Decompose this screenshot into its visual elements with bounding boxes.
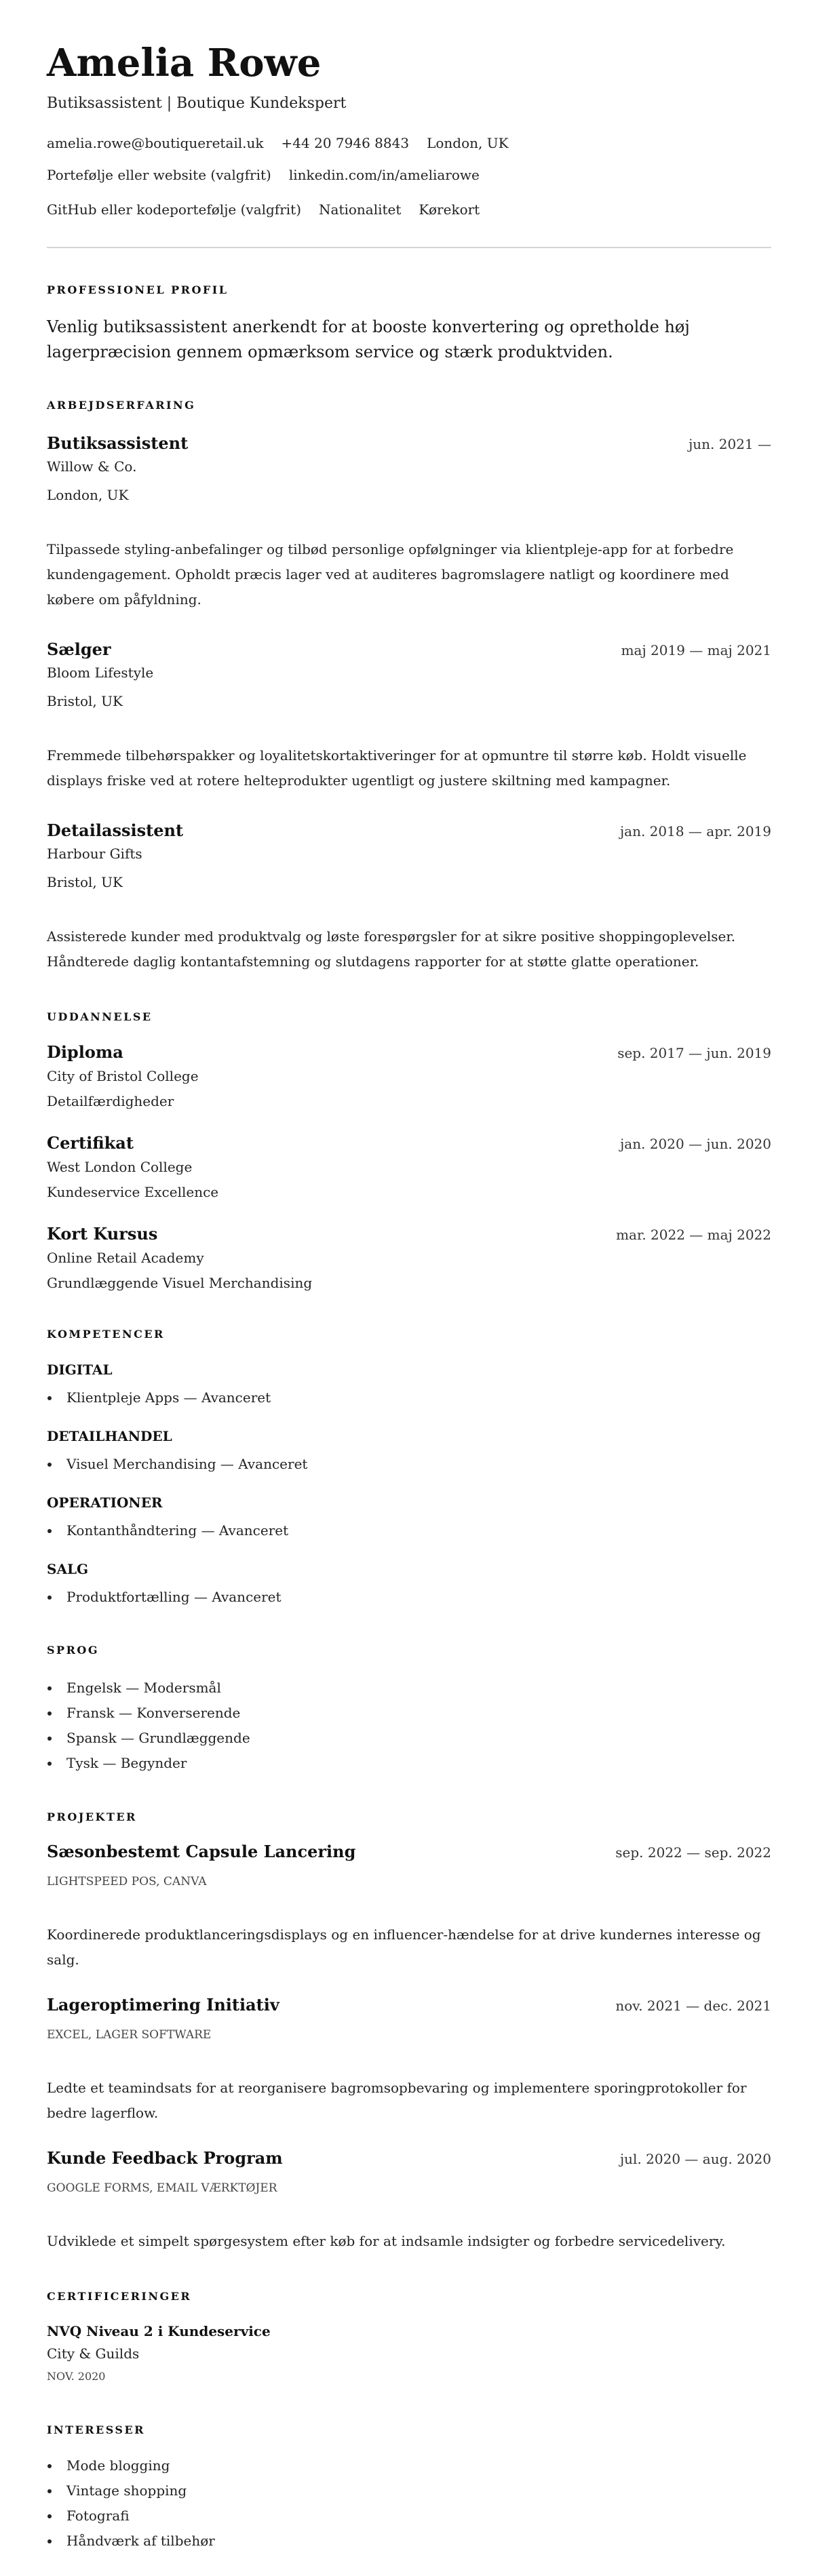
institution: City of Bristol College xyxy=(47,1068,199,1084)
company-name: Bloom Lifestyle xyxy=(47,665,154,681)
date-range: maj 2019 — maj 2021 xyxy=(621,642,771,658)
institution: Online Retail Academy xyxy=(47,1250,204,1266)
job-location: London, UK xyxy=(47,487,129,503)
profile-summary: Venlig butiksassistent anerkendt for at booste konvertering og opretholde høj lagerpræcision gennem opmærksom service og stærk produktviden. xyxy=(47,317,690,361)
date-range: jun. 2021 — xyxy=(689,436,771,452)
interest-item: Fotografi xyxy=(47,2503,771,2529)
date-range: sep. 2017 — jun. 2019 xyxy=(617,1045,771,1061)
contact-row xyxy=(47,199,771,220)
degree-title: Certifikat xyxy=(47,1133,134,1153)
field-of-study: Grundlæggende Visuel Merchandising xyxy=(47,1275,313,1291)
project-entry xyxy=(47,1994,771,2126)
date-range: mar. 2022 — maj 2022 xyxy=(616,1227,771,1243)
header-divider xyxy=(47,247,771,248)
job-title: Sælger xyxy=(47,639,111,659)
skill-item: Kontanthåndtering — Avanceret xyxy=(47,1518,771,1543)
github-link[interactable]: GitHub eller kodeportefølje (valgfrit) xyxy=(47,201,302,218)
contact-row xyxy=(47,133,771,153)
company-name: Harbour Gifts xyxy=(47,846,142,862)
date-range: nov. 2021 — dec. 2021 xyxy=(615,1998,771,2014)
title-row xyxy=(47,1132,771,1155)
language-item: Engelsk — Modersmål xyxy=(47,1676,771,1701)
email-link[interactable]: amelia.rowe@boutiqueretail.uk xyxy=(47,135,264,151)
project-tech: GOOGLE FORMS, EMAIL VÆRKTØJER xyxy=(47,2181,277,2195)
job-entry xyxy=(47,432,771,612)
project-entry xyxy=(47,2147,771,2254)
degree-title: Kort Kursus xyxy=(47,1224,158,1244)
skill-item: Visuel Merchandising — Avanceret xyxy=(47,1452,771,1477)
date-range: sep. 2022 — sep. 2022 xyxy=(615,1844,771,1861)
job-description: Tilpassede styling-anbefalinger og tilbød personlige opfølgninger via klientpleje-app for at forbedre kundengagement. Opholdt præcis lager ved at auditeres bagromslagere natligt og koordinere med købere om påfyldning. xyxy=(47,541,734,608)
education-entry xyxy=(47,1223,771,1296)
portfolio-link[interactable]: Portefølje eller website (valgfrit) xyxy=(47,167,271,183)
skill-list xyxy=(47,1452,771,1477)
skill-list xyxy=(47,1585,771,1610)
skill-category: OPERATIONER xyxy=(47,1494,163,1511)
profile-section xyxy=(47,282,771,365)
language-item: Spansk — Grundlæggende xyxy=(47,1726,771,1751)
candidate-name: Amelia Rowe xyxy=(47,41,322,85)
title-row xyxy=(47,819,771,842)
project-title: Kunde Feedback Program xyxy=(47,2148,283,2168)
experience-section xyxy=(47,397,771,974)
title-row xyxy=(47,1041,771,1064)
interest-item: Vintage shopping xyxy=(47,2478,771,2503)
institution: West London College xyxy=(47,1159,193,1175)
company-name: Willow & Co. xyxy=(47,458,137,475)
field-of-study: Kundeservice Excellence xyxy=(47,1184,219,1200)
certification-issuer: City & Guilds xyxy=(47,2345,140,2362)
drivers-license: Kørekort xyxy=(419,201,480,218)
education-section xyxy=(47,1009,771,1296)
section-heading: KOMPETENCER xyxy=(47,1328,165,1341)
job-description: Fremmede tilbehørspakker og loyalitetskortaktiveringer for at opmuntre til større køb. Holdt visuelle displays friske ved at rotere helteprodukter ugentligt og justere skiltning med kampagner. xyxy=(47,747,747,789)
project-title: Sæsonbestemt Capsule Lancering xyxy=(47,1842,356,1861)
project-description: Ledte et teamindsats for at reorganisere bagromsopbevaring og implementere sporingprotokoller for bedre lagerflow. xyxy=(47,2080,747,2121)
skill-category: DETAILHANDEL xyxy=(47,1428,172,1444)
education-entry xyxy=(47,1041,771,1114)
section-heading: ARBEJDSERFARING xyxy=(47,399,196,412)
contact-row xyxy=(47,165,771,185)
job-entry xyxy=(47,638,771,793)
skill-list xyxy=(47,1518,771,1543)
title-row xyxy=(47,638,771,661)
job-location: Bristol, UK xyxy=(47,874,123,890)
section-heading: INTERESSER xyxy=(47,2423,145,2436)
languages-section xyxy=(47,1642,771,1776)
skill-item: Klientpleje Apps — Avanceret xyxy=(47,1385,771,1410)
title-row xyxy=(47,2147,771,2170)
title-row xyxy=(47,1840,771,1863)
job-title: Detailassistent xyxy=(47,820,184,840)
certification-title: NVQ Niveau 2 i Kundeservice xyxy=(47,2323,271,2339)
linkedin-link[interactable]: linkedin.com/in/ameliarowe xyxy=(288,167,480,183)
project-tech: EXCEL, LAGER SOFTWARE xyxy=(47,2028,212,2042)
education-entry xyxy=(47,1132,771,1205)
interest-item: Håndværk af tilbehør xyxy=(47,2529,771,2554)
skill-list xyxy=(47,1385,771,1410)
section-heading: SPROG xyxy=(47,1644,99,1657)
nationality: Nationalitet xyxy=(319,201,402,218)
section-heading: UDDANNELSE xyxy=(47,1010,153,1023)
interests-section xyxy=(47,2422,771,2554)
project-entry xyxy=(47,1840,771,1973)
date-range: jan. 2018 — apr. 2019 xyxy=(619,823,771,839)
language-item: Fransk — Konverserende xyxy=(47,1701,771,1726)
date-range: jul. 2020 — aug. 2020 xyxy=(619,2151,771,2167)
project-description: Udviklede et simpelt spørgesystem efter køb for at indsamle indsigter og forbedre servicedelivery. xyxy=(47,2233,726,2249)
project-description: Koordinerede produktlanceringsdisplays og en influencer-hændelse for at drive kundernes interesse og salg. xyxy=(47,1926,761,1968)
location: London, UK xyxy=(427,135,509,151)
language-item: Tysk — Begynder xyxy=(47,1751,771,1776)
section-heading: PROFESSIONEL PROFIL xyxy=(47,283,229,296)
field-of-study: Detailfærdigheder xyxy=(47,1093,174,1109)
certification-date: NOV. 2020 xyxy=(47,2370,106,2383)
job-entry xyxy=(47,819,771,974)
degree-title: Diploma xyxy=(47,1042,123,1062)
title-row xyxy=(47,1994,771,2017)
job-title: Butiksassistent xyxy=(47,433,189,453)
section-heading: PROJEKTER xyxy=(47,1810,137,1823)
certification-entry xyxy=(47,2321,771,2387)
project-tech: LIGHTSPEED POS, CANVA xyxy=(47,1875,207,1888)
projects-section xyxy=(47,1809,771,2254)
skill-item: Produktfortælling — Avanceret xyxy=(47,1585,771,1610)
date-range: jan. 2020 — jun. 2020 xyxy=(620,1136,771,1152)
project-title: Lageroptimering Initiativ xyxy=(47,1995,279,2015)
certifications-section xyxy=(47,2288,771,2387)
interest-item: Mode blogging xyxy=(47,2453,771,2478)
skill-category: DIGITAL xyxy=(47,1362,113,1378)
title-row xyxy=(47,432,771,455)
job-description: Assisterede kunder med produktvalg og løste forespørgsler for at sikre positive shoppingoplevelser. Håndterede daglig kontantafstemning og slutdagens rapporter for at støtte glatte operationer. xyxy=(47,928,736,970)
skills-section xyxy=(47,1326,771,1610)
resume-header xyxy=(47,41,771,220)
candidate-subtitle: Butiksassistent | Boutique Kundekspert xyxy=(47,95,347,112)
phone-number: +44 20 7946 8843 xyxy=(281,135,410,151)
title-row xyxy=(47,1223,771,1246)
job-location: Bristol, UK xyxy=(47,693,123,709)
section-heading: CERTIFICERINGER xyxy=(47,2290,192,2303)
skill-category: SALG xyxy=(47,1561,89,1577)
